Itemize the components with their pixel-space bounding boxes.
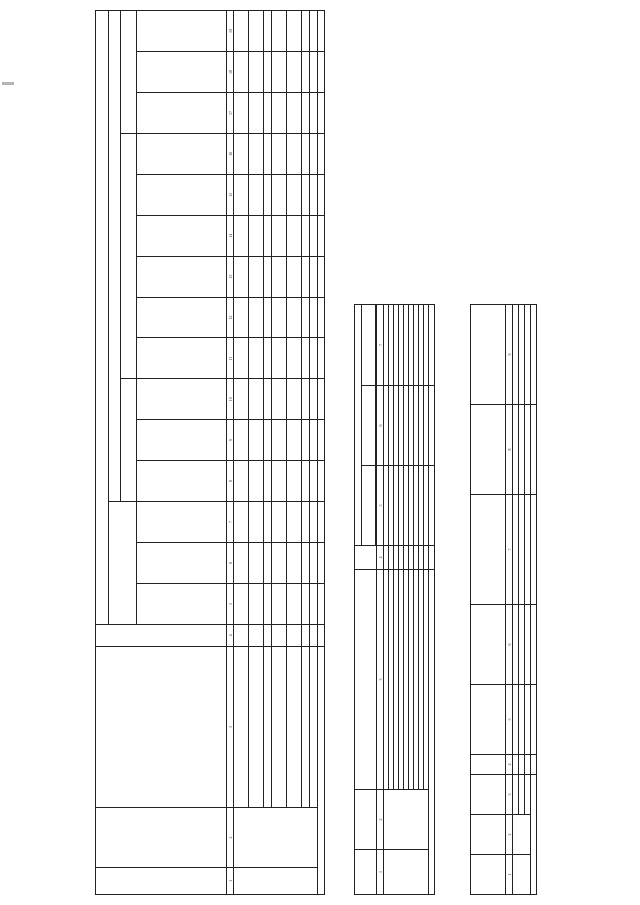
row-label: [310, 647, 318, 808]
col-number: 5: [377, 466, 384, 546]
row-label: [287, 647, 302, 808]
col-number: 3: [377, 570, 384, 790]
col-header-7: [471, 495, 506, 605]
col-header-1: [96, 867, 227, 894]
table-5-2: [354, 304, 435, 895]
col-header-3: [355, 570, 377, 790]
row-label: [264, 647, 272, 808]
row-code: [249, 624, 264, 646]
table-5-3-1: [470, 304, 537, 895]
row-label: [249, 647, 264, 808]
row-code: [287, 624, 302, 646]
col-number: 9: [227, 420, 234, 461]
col-header-6: [471, 605, 506, 685]
col-year-13: [137, 256, 227, 297]
col-number: 6: [227, 542, 234, 583]
total-row: [429, 304, 435, 894]
col-year-11: [137, 338, 227, 379]
col-header-4: [96, 624, 227, 646]
total-label: [531, 775, 537, 895]
col-number: 2: [227, 808, 234, 868]
total-row: [318, 11, 325, 895]
col-year-18: [137, 52, 227, 93]
total-code: [429, 546, 435, 570]
col-header-4: [355, 546, 377, 570]
col-year-16: [137, 133, 227, 174]
col-number: 8: [227, 461, 234, 502]
col-year-19: [137, 11, 227, 52]
col-year-12: [137, 297, 227, 338]
col-header-8: [471, 405, 506, 495]
row-code: [234, 624, 249, 646]
col-number: 14: [227, 215, 234, 256]
table-row: [310, 11, 318, 895]
total-label: [318, 647, 325, 895]
col-header-3: [96, 647, 227, 808]
col-header-6: [362, 386, 376, 466]
row-code: [264, 624, 272, 646]
col-number: 4: [227, 624, 234, 646]
row-code: [310, 624, 318, 646]
col-number: 5: [227, 583, 234, 624]
col-header-2: [96, 808, 227, 868]
total-code: [318, 624, 325, 646]
col-number: 7: [227, 502, 234, 543]
col-number: 10: [227, 379, 234, 420]
col-year-7: [137, 502, 227, 543]
col-header-9: [471, 305, 506, 405]
col-header-4: [471, 755, 506, 775]
col-number: 3: [227, 647, 234, 808]
col-number: 11: [227, 338, 234, 379]
table-row: [272, 11, 287, 895]
col-year-10: [137, 379, 227, 420]
col-header-1: [471, 855, 506, 895]
row-code: [302, 624, 310, 646]
col-number: 1: [506, 855, 513, 895]
col-number: 1: [377, 850, 384, 895]
scan-smudge: [2, 82, 14, 85]
col-header-wage-fund-incl: [121, 133, 137, 378]
table-row: [302, 11, 310, 895]
col-number: 4: [377, 546, 384, 570]
col-number: 6: [377, 386, 384, 466]
total-code: [531, 755, 537, 775]
row-code: [272, 624, 287, 646]
col-header-incl: [109, 11, 121, 502]
table-row: [264, 11, 272, 895]
col-number: 8: [506, 405, 513, 495]
col-year-14: [137, 215, 227, 256]
col-number: 13: [227, 256, 234, 297]
col-header-1: [355, 850, 377, 895]
col-header-2: [471, 815, 506, 855]
col-number: 18: [227, 52, 234, 93]
col-header-wage-fund: [121, 379, 137, 502]
table-5-1: [95, 10, 325, 895]
col-header-3: [471, 775, 506, 815]
col-header-5: [362, 466, 376, 546]
col-year-9: [137, 420, 227, 461]
total-label: [429, 570, 435, 895]
col-year-8: [137, 461, 227, 502]
col-header-2: [355, 790, 377, 850]
col-header-7: [362, 304, 376, 385]
col-number: 4: [506, 755, 513, 775]
row-label: [302, 647, 310, 808]
total-row: [531, 305, 537, 895]
col-number: 17: [227, 92, 234, 133]
col-number: 6: [506, 605, 513, 685]
col-header-sum: [355, 304, 362, 545]
col-number: 16: [227, 133, 234, 174]
col-header-total: [109, 502, 137, 625]
col-number: 19: [227, 11, 234, 52]
col-number: 9: [506, 305, 513, 405]
table-row: [287, 11, 302, 895]
table-row: [234, 11, 249, 895]
col-number: 15: [227, 174, 234, 215]
col-header-insurance: [121, 11, 137, 134]
col-number: 2: [377, 790, 384, 850]
table-row: [249, 11, 264, 895]
col-year-15: [137, 174, 227, 215]
col-year-17: [137, 92, 227, 133]
row-label: [234, 647, 249, 808]
col-number: 7: [377, 304, 384, 385]
col-number: 2: [506, 815, 513, 855]
row-label: [272, 647, 287, 808]
col-header-5: [471, 685, 506, 755]
col-number: 7: [506, 495, 513, 605]
col-year-6: [137, 542, 227, 583]
col-number: 12: [227, 297, 234, 338]
col-number: 1: [227, 867, 234, 894]
col-year-5: [137, 583, 227, 624]
col-number: 3: [506, 775, 513, 815]
col-header-sum: [96, 11, 109, 625]
col-number: 5: [506, 685, 513, 755]
